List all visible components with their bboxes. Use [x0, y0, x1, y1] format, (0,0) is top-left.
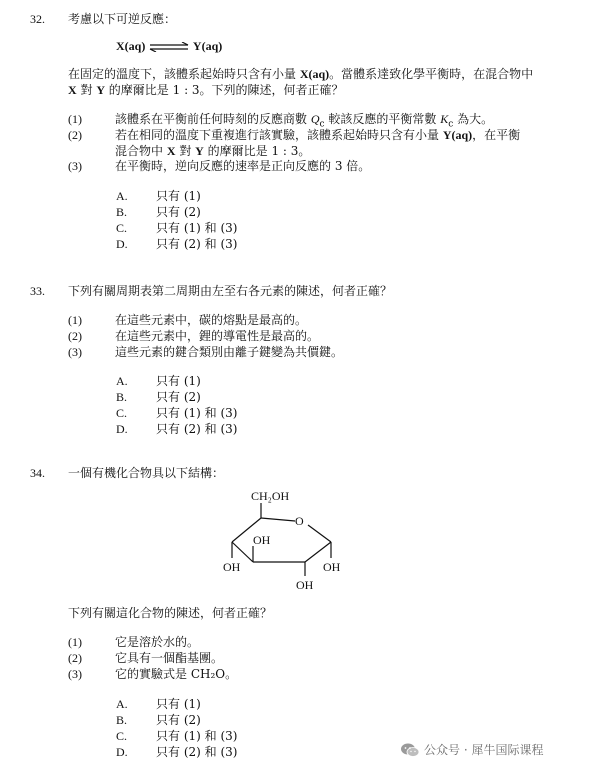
choice-letter: B. [116, 713, 128, 727]
choice-letter: A. [116, 189, 128, 203]
statement-1: 該體系在平衡前任何時刻的反應商數 $Q_c$ 較該反應的平衡常數 $K_c$ 為大。 [115, 112, 494, 130]
choice-text: 只有 (2) [156, 390, 201, 404]
bond-line [261, 518, 295, 521]
statement-2: 它具有一個酯基團。 [115, 651, 224, 665]
equation-reactant: X(aq) [116, 39, 146, 53]
choice-letter: A. [116, 697, 128, 711]
statement-3: 這些元素的鍵合類別由離子鍵變為共價鍵。 [115, 345, 344, 359]
equilibrium-arrow-icon [148, 42, 190, 52]
choice-letter: C. [116, 729, 128, 743]
choice-text: 只有 (2) [156, 205, 201, 219]
choice-text: 只有 (1) [156, 697, 201, 711]
choice-text: 只有 (2) [156, 713, 201, 727]
equation-product: Y(aq) [192, 39, 223, 53]
paragraph-line-2: X 對 Y 的摩爾比是 1 : 3。下列的陳述，何者正確？ [68, 83, 344, 97]
statement-number: (2) [68, 329, 82, 343]
statement-number: (3) [68, 667, 82, 681]
statement-number: (3) [68, 345, 82, 359]
wechat-icon [400, 742, 420, 758]
watermark [400, 742, 543, 758]
structure-label-oh-inner: OH [253, 533, 271, 547]
choice-letter: D. [116, 422, 128, 436]
structure-label-oh-left: OH [223, 560, 241, 574]
reversible-equation [116, 38, 222, 54]
choice-text: 只有 (1) [156, 374, 201, 388]
bond-line [305, 542, 331, 562]
statement-number: (1) [68, 313, 82, 327]
question-number: 34. [30, 466, 45, 480]
choice-letter: D. [116, 745, 128, 759]
statement-number: (3) [68, 159, 82, 173]
choice-text: 只有 (1) 和 (3) [156, 221, 238, 235]
statement-number: (1) [68, 112, 82, 126]
statement-3: 它的實驗式是 CH₂O。 [115, 667, 238, 681]
question-stem: 一個有機化合物具以下結構： [68, 466, 225, 480]
statement-1: 在這些元素中，碳的熔點是最高的。 [115, 313, 308, 327]
structure-label-ring-oxygen: O [295, 514, 304, 528]
choice-letter: B. [116, 390, 128, 404]
choice-letter: C. [116, 221, 128, 235]
structure-label-ch2oh: CH₂OH [251, 489, 290, 503]
choice-text: 只有 (1) [156, 189, 201, 203]
question-number: 32. [30, 12, 45, 26]
statement-number: (2) [68, 651, 82, 665]
choice-text: 只有 (2) 和 (3) [156, 237, 238, 251]
statement-2-line-2: 混合物中 X 對 Y 的摩爾比是 1 : 3。 [115, 144, 311, 158]
glucose-structure-diagram [215, 488, 365, 593]
structure-label-oh-bottom: OH [296, 578, 314, 592]
question-number: 33. [30, 284, 45, 298]
choice-letter: D. [116, 237, 128, 251]
choice-letter: B. [116, 205, 128, 219]
bond-line [232, 542, 253, 562]
watermark-text: 公众号 · 犀牛国际课程 [424, 743, 544, 757]
choice-text: 只有 (2) 和 (3) [156, 745, 238, 759]
statement-1: 它是溶於水的。 [115, 635, 200, 649]
choice-text: 只有 (1) 和 (3) [156, 729, 238, 743]
statement-number: (2) [68, 128, 82, 142]
statement-2-line-1: 若在相同的溫度下重複進行該實驗，該體系起始時只含有小量 Y(aq)，在平衡 [115, 128, 521, 142]
statement-2: 在這些元素中，鋰的導電性是最高的。 [115, 329, 320, 343]
statement-number: (1) [68, 635, 82, 649]
paragraph-line-1: 在固定的溫度下，該體系起始時只含有小量 X(aq)。當體系達致化學平衡時，在混合物中 [68, 67, 534, 81]
bond-line [308, 525, 331, 542]
statement-3: 在平衡時，逆向反應的速率是正向反應的 3 倍。 [115, 159, 371, 173]
choice-text: 只有 (2) 和 (3) [156, 422, 238, 436]
choice-letter: C. [116, 406, 128, 420]
structure-label-oh-right: OH [323, 560, 341, 574]
question-stem: 下列有關周期表第二周期由左至右各元素的陳述，何者正確？ [68, 284, 393, 298]
question-stem: 考慮以下可逆反應： [68, 12, 177, 26]
question-prompt: 下列有關這化合物的陳述，何者正確？ [68, 606, 273, 620]
choice-letter: A. [116, 374, 128, 388]
choice-text: 只有 (1) 和 (3) [156, 406, 238, 420]
